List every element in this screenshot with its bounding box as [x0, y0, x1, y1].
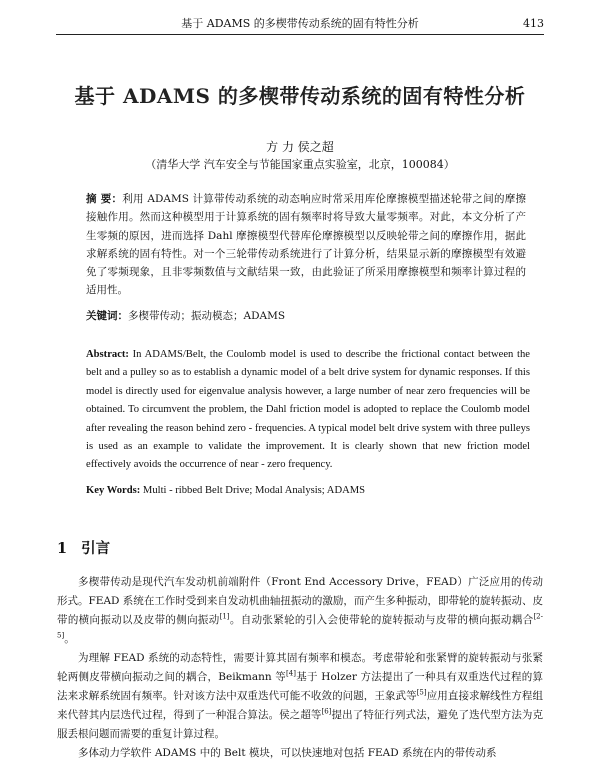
- english-keywords-label: Key Words:: [86, 485, 141, 496]
- chinese-keywords-text: 多楔带传动；振动模态；ADAMS: [128, 310, 286, 322]
- page-number: 413: [523, 16, 544, 30]
- text-run: 。自动张紧轮的引入会使带轮的旋转振动与皮带的横向振动耦合: [229, 614, 534, 626]
- running-header: [56, 14, 544, 32]
- authors: 方 力 侯之超: [266, 140, 334, 154]
- english-abstract: [86, 346, 530, 475]
- text-run: 提出了特征行列式法，避免了迭代型方法为克服丢根问题而需要的重复计算过程。: [57, 709, 544, 740]
- paragraph: [57, 573, 543, 649]
- citation: [4]: [286, 669, 296, 678]
- text-run: 为理解 FEAD 系统的动态特性，需要计算其固有频率和模态。考虑带轮和张紧臂的旋转振动与张紧轮两侧皮带横向振动之间的耦合，Beikmann 等: [57, 652, 543, 683]
- chinese-keywords-label: 关键词：: [86, 310, 128, 322]
- section-heading: [57, 537, 110, 558]
- citation: [5]: [416, 688, 427, 697]
- chinese-abstract: [86, 190, 526, 300]
- text-run: 应用直接求解线性方程组来代替其内层迭代过程，得到了一种混合算法。侯之超等: [57, 690, 543, 721]
- english-keywords: [86, 485, 530, 496]
- section-title: 引言: [81, 540, 111, 557]
- paragraph: 多体动力学软件 ADAMS 中的 Belt 模块，可以快速地对包括 FEAD 系统在内的带传动系: [78, 747, 497, 759]
- body-text: [57, 573, 543, 763]
- text-run: 基于 Holzer 方法提出了一种具有双重迭代过程的算法来求解系统固有频率。针对该方法中双重迭代可能不收敛的问题，王象武等: [57, 671, 543, 702]
- citation: [6]: [321, 707, 332, 716]
- english-abstract-text: In ADAMS/Belt, the Coulomb model is used to describe the frictional contact between the belt and a pulley so as to establish a dynamic model of a belt drive system for dynamic responses. If this model is directly used for eigenvalue analysis however, a large number of near zero frequencies will be obtained. To circumvent the problem, the Dahl friction model is adopted to replace the Coulomb model after revealing the reason behind zero - frequencies. A typical model belt drive system with three pulleys is used as an example to validate the improvement. It is clearly shown that new friction model effectively avoids the occurrence of near - zero frequency.: [86, 349, 530, 471]
- chinese-abstract-label: 摘 要：: [86, 193, 123, 205]
- chinese-keywords: [86, 308, 526, 323]
- english-keywords-text: Multi - ribbed Belt Drive; Modal Analysis; ADAMS: [142, 485, 366, 496]
- paragraph: [57, 649, 543, 744]
- citation: [1]: [219, 612, 230, 621]
- header-rule: [56, 34, 544, 35]
- citation: [2-5]: [57, 612, 544, 640]
- chinese-abstract-text: 利用 ADAMS 计算带传动系统的动态响应时常采用库伦摩擦模型描述轮带之间的摩擦接触作用。然而这种模型用于计算系统的固有频率时将导致大量零频率。对此，本文分析了产生零频的原因，进而选择 Dahl 摩擦模型代替库伦摩擦模型以反映轮带之间的摩擦作用，据此求解系统的固有特性。对一个三轮带传动系统进行了计算分析，结果显示新的摩擦模型有效避免了零频现象，且非零频数值与文献结果一致，由此验证了所采用摩擦模型和频率计算过程的适用性。: [86, 193, 527, 297]
- text-run: 多楔带传动是现代汽车发动机前端附件（Front End Accessory Drive，FEAD）广泛应用的传动形式。FEAD 系统在工作时受到来自发动机曲轴扭振动的激励，而产生多种振动，即带轮的旋转振动、皮带的横向振动以及皮带的侧向振动: [57, 576, 543, 626]
- affiliation: （清华大学 汽车安全与节能国家重点实验室，北京，100084）: [145, 158, 455, 171]
- english-abstract-label: Abstract:: [86, 349, 129, 360]
- running-header-title: 基于 ADAMS 的多楔带传动系统的固有特性分析: [181, 17, 419, 30]
- section-number: 1: [57, 540, 68, 557]
- paper-title: 基于 ADAMS 的多楔带传动系统的固有特性分析: [74, 84, 526, 108]
- text-run: 。: [64, 633, 75, 645]
